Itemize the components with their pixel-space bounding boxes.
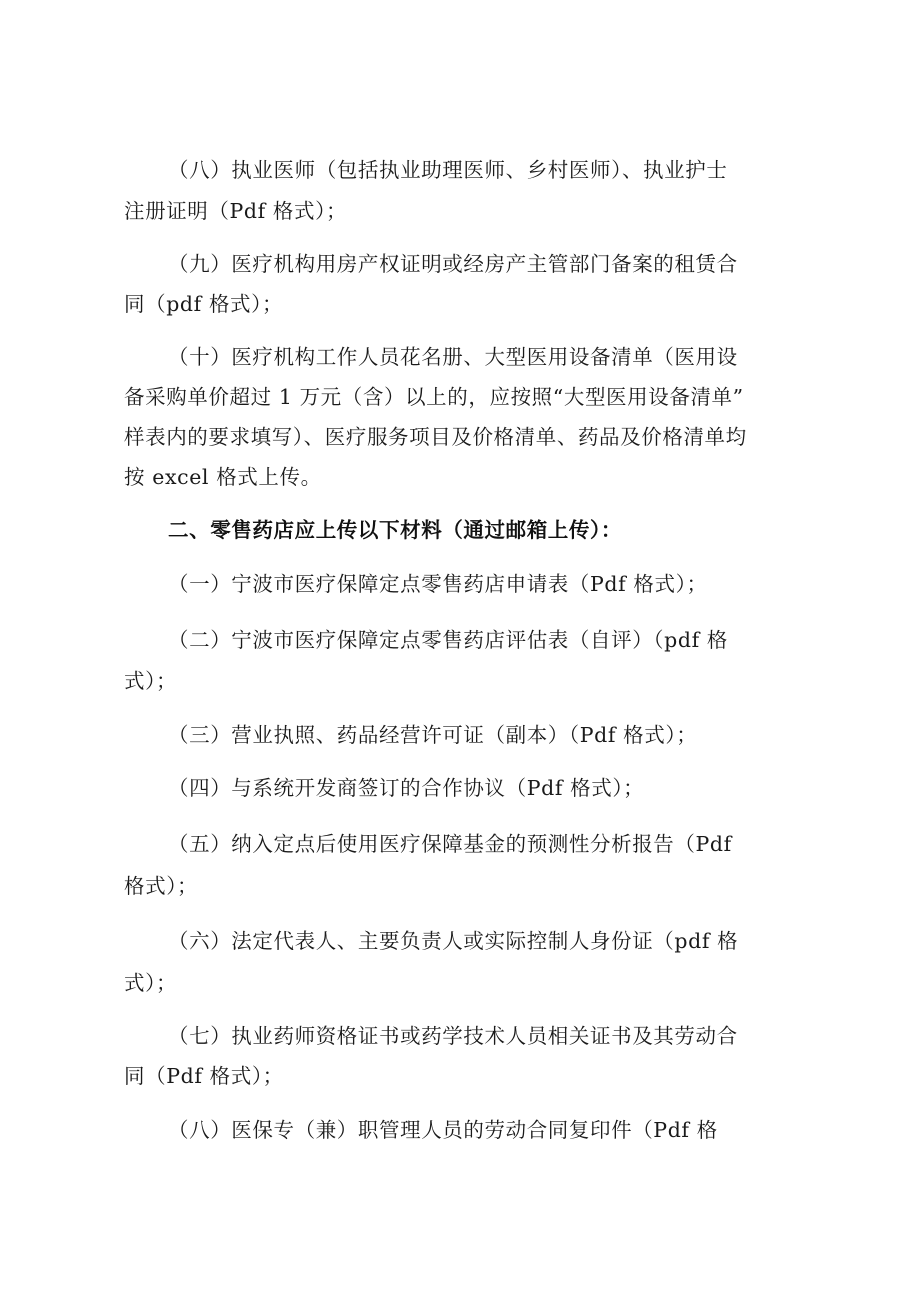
item-10-line-4: 按 excel 格式上传。	[124, 465, 322, 489]
item-10-line-3: 样表内的要求填写）、医疗服务项目及价格清单、药品及价格清单均	[124, 425, 747, 449]
item-8-line-1: （八）执业医师（包括执业助理医师、乡村医师）、执业护士	[168, 158, 728, 182]
s2-item-1-line-1: （一）宁波市医疗保障定点零售药店申请表（Pdf 格式）；	[168, 572, 708, 596]
s2-item-5-line-1: （五）纳入定点后使用医疗保障基金的预测性分析报告（Pdf	[168, 832, 732, 856]
s2-item-7-line-2: 同（Pdf 格式）；	[124, 1064, 284, 1088]
item-9-line-1: （九）医疗机构用房产权证明或经房产主管部门备案的租赁合	[168, 252, 738, 276]
s2-item-6-line-1: （六）法定代表人、主要负责人或实际控制人身份证（pdf 格	[168, 929, 739, 953]
s2-item-3-line-1: （三）营业执照、药品经营许可证（副本）（Pdf 格式）；	[168, 723, 698, 747]
item-10-line-1: （十）医疗机构工作人员花名册、大型医用设备清单（医用设	[168, 345, 738, 369]
section-2-heading: 二、零售药店应上传以下材料（通过邮箱上传）：	[168, 518, 622, 542]
s2-item-7-line-1: （七）执业药师资格证书或药学技术人员相关证书及其劳动合	[168, 1024, 738, 1048]
item-9-line-2: 同（pdf 格式）；	[124, 292, 284, 316]
s2-item-5-line-2: 格式）；	[124, 874, 199, 898]
s2-item-2-line-2: 式）；	[124, 669, 178, 693]
s2-item-6-line-2: 式）；	[124, 971, 178, 995]
item-10-line-2: 备采购单价超过 1 万元（含）以上的，应按照“大型医用设备清单”	[124, 385, 744, 409]
s2-item-8-line-1: （八）医保专（兼）职管理人员的劳动合同复印件（Pdf 格	[168, 1118, 718, 1142]
s2-item-2-line-1: （二）宁波市医疗保障定点零售药店评估表（自评）（pdf 格	[168, 628, 728, 652]
item-8-line-2: 注册证明（Pdf 格式）；	[124, 199, 348, 223]
s2-item-4-line-1: （四）与系统开发商签订的合作协议（Pdf 格式）；	[168, 776, 645, 800]
